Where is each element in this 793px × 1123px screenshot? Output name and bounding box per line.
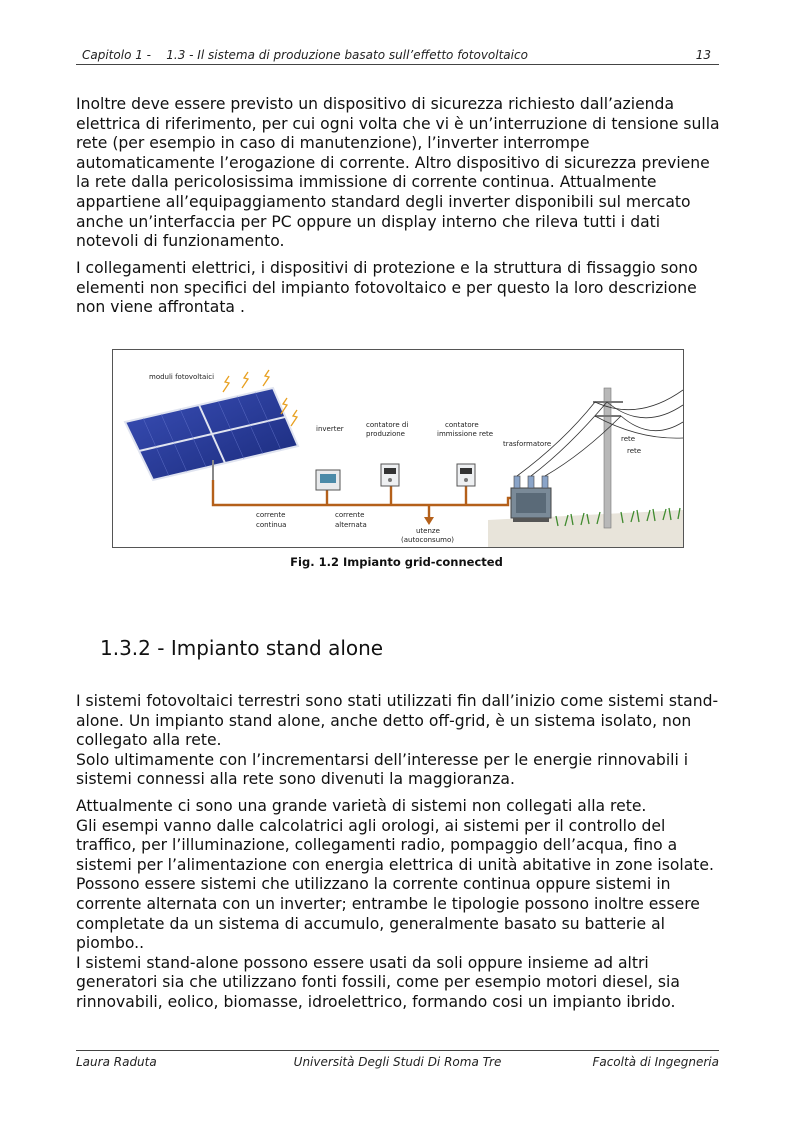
solar-panel	[125, 388, 298, 483]
page-header	[76, 47, 719, 65]
header-chapter: Capitolo 1 -	[82, 48, 151, 62]
transformer-icon	[511, 476, 551, 522]
label-grid-meter: immissione rete	[437, 430, 494, 438]
header-section: 1.3 - Il sistema di produzione basato sull’effetto fotovoltaico	[166, 48, 528, 62]
inverter-icon	[316, 470, 340, 490]
paragraph: Solo ultimamente con l’incrementarsi dell’interesse per le energie rinnovabili i sistemi connessi alla rete sono divenuti la maggioranza.	[76, 750, 689, 789]
paragraph-stand-alone-intro	[76, 692, 722, 790]
grid-connected-diagram	[113, 350, 683, 547]
paragraph: I collegamenti elettrici, i dispositivi di protezione e la struttura di fissaggio sono elementi non specifici del impianto fotovoltaico e per questo la loro descrizione non viene affrontata .	[76, 259, 698, 317]
figure-caption: Fig. 1.2 Impianto grid-connected	[290, 555, 503, 569]
paragraph-stand-alone-details	[76, 797, 722, 1013]
paragraph: Inoltre deve essere previsto un dispositivo di sicurezza richiesto dall’azienda elettrica di riferimento, per cui ogni volta che vi è un’interruzione di tensione sulla rete (per esempio in caso di manutenzione), l’inverter interrompe automaticamente l’erogazione di corrente. Altro dispositivo di sicurezza previene la rete dalla pericolosissima immissione di corrente continua. Attualmente appartiene all’equipaggiamento standard degli inverter disponibili sul mercato anche un’interfaccia per PC oppure un display interno che rileva tutti i dati notevoli di funzionamento.	[76, 95, 720, 251]
footer-author: Laura Raduta	[76, 1055, 157, 1069]
label-loads: (autoconsumo)	[401, 536, 454, 544]
label-grid: rete	[621, 435, 636, 443]
paragraph: I sistemi fotovoltaici terrestri sono stati utilizzati fin dall’inizio come sistemi stand-alone. Un impianto stand alone, anche detto off-grid, è un sistema isolato, non collegato alla rete.	[76, 692, 719, 750]
label-transformer: trasformatore	[503, 440, 552, 448]
paragraph: Attualmente ci sono una grande varietà di sistemi non collegati alla rete.	[76, 797, 647, 815]
section-heading: 1.3.2 - Impianto stand alone	[100, 636, 384, 660]
paragraph: Possono essere sistemi che utilizzano la corrente continua oppure sistemi in corrente alternata con un inverter; entrambe le tipologie possono inoltre essere completate da un sistema di accumulo, generalmente basato su batterie al piombo..	[76, 875, 700, 953]
label-production-meter: produzione	[366, 430, 405, 438]
production-meter-icon	[381, 464, 399, 486]
label-dc: continua	[256, 521, 287, 529]
label-production-meter: contatore di	[366, 421, 409, 429]
label-inverter: inverter	[316, 425, 344, 433]
footer-university: Università Degli Studi Di Roma Tre	[293, 1055, 502, 1069]
paragraph-connections	[76, 259, 722, 318]
paragraph-safety-device	[76, 95, 722, 252]
label-dc: corrente	[256, 511, 286, 519]
header-page-number: 13	[695, 48, 711, 62]
label-ac: alternata	[335, 521, 367, 529]
paragraph: Gli esempi vanno dalle calcolatrici agli orologi, ai sistemi per il controllo del traffico, per l’illuminazione, collegamenti radio, pompaggio dell’acqua, fino a sistemi per l’alimentazione con energia elettrica di unità abitative in zone isolate.	[76, 816, 714, 874]
page-footer	[76, 1050, 719, 1071]
grid-meter-icon	[457, 464, 475, 486]
figure-grid-connected	[112, 349, 684, 548]
paragraph: I sistemi stand-alone possono essere usati da soli oppure insieme ad altri generatori sia che utilizzano fonti fossili, come per esempio motori diesel, sia rinnovabili, eolico, biomasse, idroelettrico, formando cosi un impianto ibrido.	[76, 953, 680, 1011]
footer-faculty: Facoltà di Ingegneria	[592, 1055, 719, 1069]
label-grid-meter: contatore	[445, 421, 479, 429]
arrow-down-icon	[424, 517, 434, 525]
label-loads: utenze	[416, 527, 440, 535]
label-grid: rete	[627, 447, 642, 455]
label-ac: corrente	[335, 511, 365, 519]
label-moduli: moduli fotovoltaici	[149, 373, 215, 381]
